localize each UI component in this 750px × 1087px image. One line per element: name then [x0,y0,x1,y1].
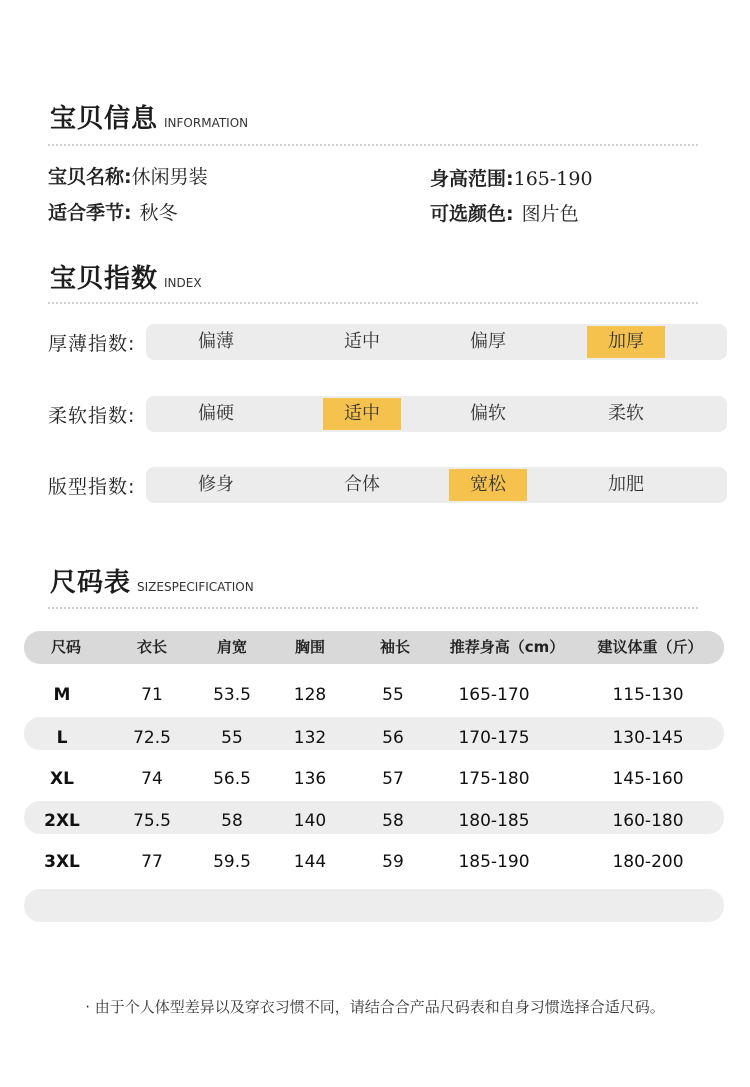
index-row-label: 版型指数: [48,476,136,498]
table-cell: 136 [293,769,327,789]
table-cell: 128 [293,685,327,705]
index-option-selected: 加厚 [587,326,665,358]
name-label: 宝贝名称: [48,166,132,188]
table-cell: 56.5 [213,769,251,789]
name-value: 休闲男装 [131,166,208,188]
index-divider [48,302,698,304]
table-header-cell: 尺码 [50,638,81,656]
index-row-bar [146,324,727,360]
index-option: 加肥 [608,474,644,495]
info-title-text: 宝贝信息 [50,104,159,134]
table-cell: 55 [221,728,243,748]
index-option-selected: 宽松 [449,469,527,501]
index-option: 修身 [198,474,234,495]
table-header-cell: 袖长 [379,638,410,656]
table-cell: 72.5 [133,728,171,748]
table-cell: 160-180 [612,811,684,831]
table-cell: M [53,685,71,705]
table-header-cell: 衣长 [136,638,167,656]
table-cell: 56 [382,728,404,748]
index-option: 适中 [344,331,380,352]
info-height [430,164,593,191]
table-cell: 75.5 [133,811,171,831]
index-option: 合体 [344,474,380,495]
index-row-bar [146,467,727,503]
table-cell: 74 [141,769,163,789]
table-cell: 165-170 [458,685,530,705]
table-header-cell: 建议体重（斤） [597,638,703,656]
table-cell: L [56,728,68,748]
color-value: 图片色 [521,203,579,225]
size-divider [48,607,698,609]
index-section-title [50,258,202,295]
season-label: 适合季节: [48,202,132,224]
table-cell: 2XL [44,811,80,831]
info-color [430,199,579,226]
table-cell: 3XL [44,852,80,872]
size-note: · 由于个人体型差异以及穿衣习惯不同，请结合合产品尺码表和自身习惯选择合适尺码。 [85,998,665,1016]
info-name [48,162,208,189]
table-cell: 145-160 [612,769,684,789]
info-subtitle: INFORMATION [164,116,249,130]
index-option: 偏硬 [198,403,234,424]
info-section-title [50,98,248,135]
index-title-text: 宝贝指数 [50,264,159,294]
index-option: 偏软 [470,403,506,424]
season-value: 秋冬 [139,202,178,224]
table-cell: 175-180 [458,769,530,789]
index-option: 柔软 [608,403,644,424]
color-label: 可选颜色: [430,203,514,225]
table-cell: 170-175 [458,728,530,748]
table-cell: 132 [293,728,327,748]
table-cell: 59 [382,852,404,872]
size-subtitle: SIZESPECIFICATION [137,580,254,594]
index-subtitle: INDEX [164,276,202,290]
table-cell: 55 [382,685,404,705]
index-row-label: 厚薄指数: [48,333,136,355]
table-cell: 115-130 [612,685,684,705]
table-cell: 57 [382,769,404,789]
table-cell: 71 [141,685,163,705]
table-header-cell: 推荐身高（cm） [449,638,565,656]
table-cell: 144 [293,852,327,872]
table-cell: 53.5 [213,685,251,705]
table-cell: 140 [293,811,327,831]
index-option-selected: 适中 [323,398,401,430]
table-cell: 58 [382,811,404,831]
index-option: 偏厚 [470,331,506,352]
size-section-title [50,562,254,599]
index-row-label: 柔软指数: [48,405,136,427]
table-cell: XL [50,769,74,789]
index-option: 偏薄 [198,331,234,352]
table-cell: 180-185 [458,811,530,831]
table-cell: 185-190 [458,852,530,872]
table-cell: 180-200 [612,852,684,872]
table-stripe [24,889,724,922]
table-cell: 59.5 [213,852,251,872]
size-title-text: 尺码表 [50,568,132,598]
table-cell: 58 [221,811,243,831]
height-value: 165-190 [513,168,593,190]
info-divider [48,144,698,146]
table-header-cell: 肩宽 [216,638,247,656]
info-season [48,198,178,225]
index-row-bar [146,396,727,432]
table-cell: 130-145 [612,728,684,748]
table-cell: 77 [141,852,163,872]
height-label: 身高范围: [430,168,514,190]
table-header-cell: 胸围 [294,638,325,656]
